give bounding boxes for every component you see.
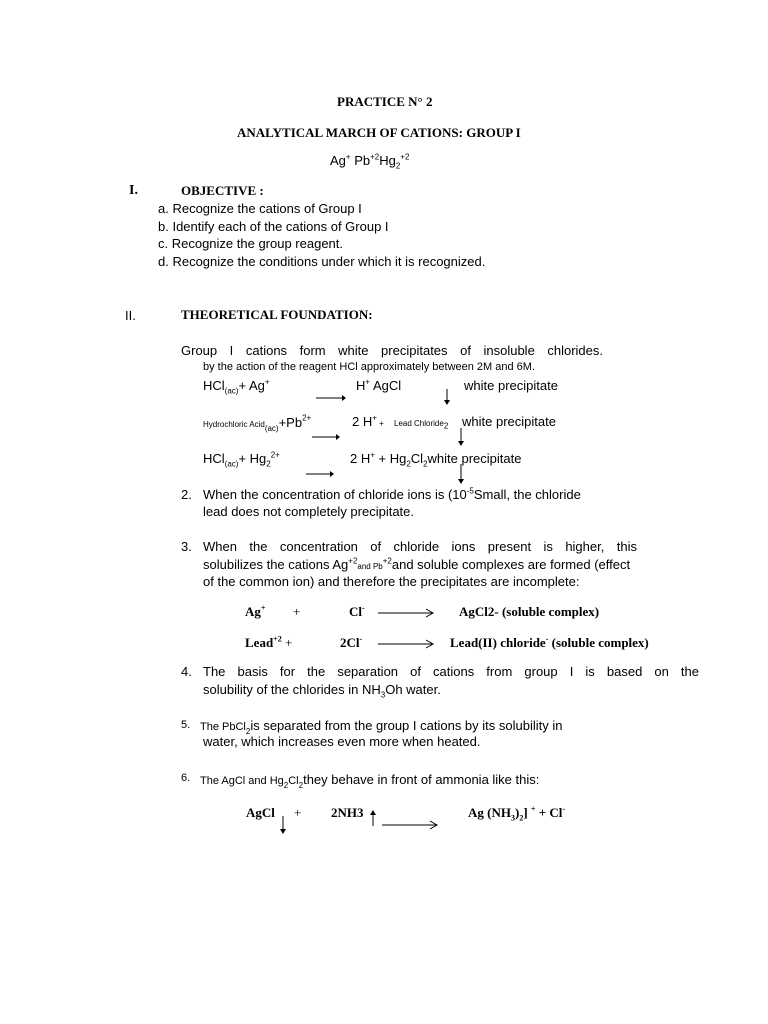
paragraph-number: 5. <box>181 719 191 731</box>
objective-heading: OBJECTIVE : <box>181 183 264 198</box>
paragraph-5-line-1: The PbCl$_2$is separated from the group I cations by its solubility in <box>200 718 563 737</box>
paragraph-2-line-2: lead does not completely precipitate. <box>203 504 415 519</box>
equation-3-plus: + <box>294 805 302 820</box>
theory-heading: THEORETICAL FOUNDATION: <box>181 307 373 322</box>
equation-1-b: Cl- <box>349 603 365 619</box>
paragraph-3-line-1: When the concentration of chloride ions present is higher, this <box>203 539 637 554</box>
equation-2-a: Lead$^{+2}$ + <box>245 634 293 650</box>
reaction-2-reactants: Hydrochloric $Acid_{(ac)}+Pb^{2+}$ <box>203 413 312 434</box>
reaction-arrow <box>378 608 434 618</box>
gas-arrow-up <box>369 810 377 826</box>
equation-1-c: AgCl2- (soluble complex) <box>459 604 600 619</box>
reaction-3-products: 2 $H^+ + Hg_2Cl_2white$ precipitate <box>350 450 522 469</box>
paragraph-5-line-2: water, which increases even more when heated. <box>203 734 481 749</box>
precipitate-arrow-down <box>279 816 287 834</box>
reaction-arrow <box>378 639 434 649</box>
reaction-arrow <box>306 470 334 478</box>
equation-1-plus: + <box>293 604 301 619</box>
group-ions: Ag+ $Pb^{+2}Hg_2^{+2}$ <box>330 152 410 171</box>
page-title: PRACTICE N° 2 <box>337 94 433 109</box>
equation-2-b: 2Cl- <box>340 634 363 650</box>
objective-item: a. Recognize the cations of Group I <box>158 201 362 216</box>
paragraph-3-line-2: solubilizes the cations $Ag^{+2}and$ $Pb^{+2}and$ soluble complexes are formed (effect <box>203 556 631 572</box>
reaction-1-result: white precipitate <box>464 378 558 393</box>
equation-3-a: AgCl <box>246 805 275 820</box>
reaction-3-reactants: $HCl_{(ac)}+ Hg_2^{2+}$ <box>203 450 280 469</box>
precipitate-arrow-down <box>457 428 465 446</box>
section-numeral-2: II. <box>125 308 136 323</box>
paragraph-2-line-1: When the concentration of chloride ions is ($10^{-5}Small$, the chloride <box>203 486 581 502</box>
reaction-2-lead-chloride: Lead Chloride$_2$ <box>394 419 449 431</box>
equation-3-b: 2NH3 <box>331 805 364 820</box>
reaction-2-products: 2 H+ + <box>352 413 384 429</box>
reaction-1-reactants: HCl$_{(ac)}$+ Ag+ <box>203 377 270 396</box>
precipitate-arrow-down <box>443 389 451 405</box>
paragraph-4-line-1: The basis for the separation of cations from group I is based on the <box>203 664 699 679</box>
paragraph-6-line-1: The AgCl and $Hg_2Cl_2they$ behave in front of ammonia like this: <box>200 772 540 791</box>
reaction-arrow <box>312 433 340 441</box>
objective-item: c. Recognize the group reagent. <box>158 236 344 251</box>
objective-item: d. Recognize the conditions under which it is recognized. <box>158 254 486 269</box>
equation-1-a: Ag+ <box>245 603 266 619</box>
objective-item: b. Identify each of the cations of Group I <box>158 219 389 234</box>
paragraph-number: 6. <box>181 772 191 784</box>
paragraph-number: 4. <box>181 664 192 679</box>
reaction-2-result: white precipitate <box>462 414 556 429</box>
page-subtitle: ANALYTICAL MARCH OF CATIONS: GROUP I <box>237 125 521 140</box>
section-numeral-1: I. <box>129 183 138 198</box>
paragraph-number: 3. <box>181 539 192 554</box>
theory-intro: Group I cations form white precipitates of insoluble chlorides. <box>181 343 603 358</box>
paragraph-3-line-3: of the common ion) and therefore the precipitates are incomplete: <box>203 574 580 589</box>
equation-2-c: Lead(II) chloride- (soluble complex) <box>450 634 649 650</box>
precipitate-arrow-down <box>457 464 465 484</box>
reaction-1-products: H+ AgCl <box>356 377 402 393</box>
reaction-arrow <box>316 394 346 402</box>
paragraph-number: 2. <box>181 487 192 502</box>
theory-intro-2: by the action of the reagent HCl approximately between 2M and 6M. <box>203 361 536 373</box>
reaction-arrow <box>382 820 438 830</box>
paragraph-4-line-2: solubility of the chlorides in $NH_3Oh$ water. <box>203 682 441 700</box>
equation-3-c: Ag $(NH_3)_2$] + + Cl- <box>468 804 566 823</box>
